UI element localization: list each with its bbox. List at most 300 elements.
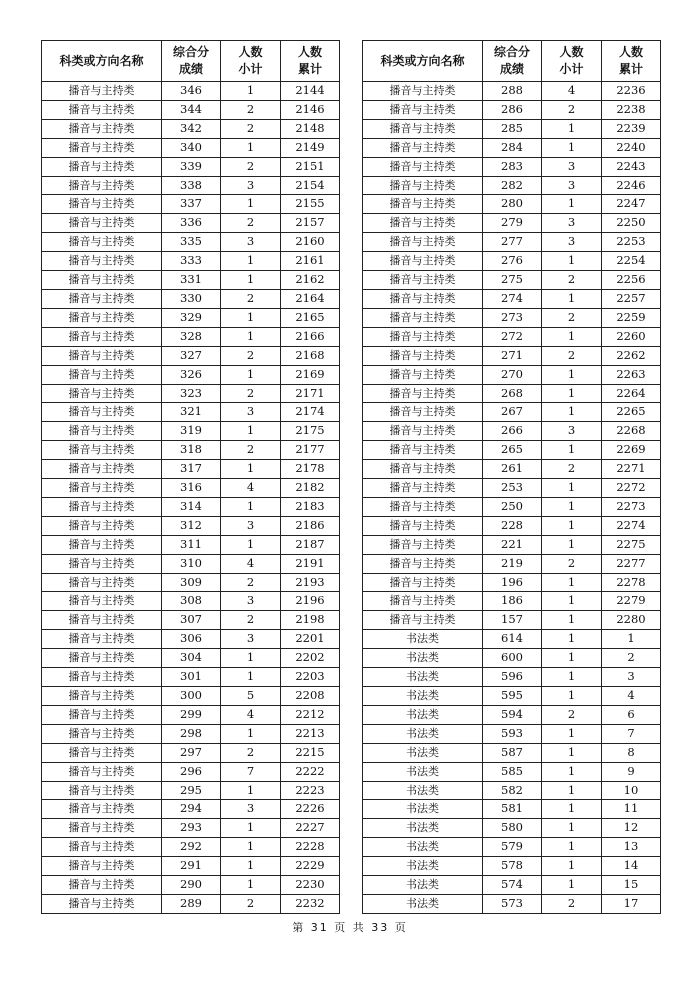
cell-score: 307 [162, 611, 221, 630]
table-row [363, 233, 661, 252]
cell-cumulative: 2271 [602, 460, 661, 479]
cell-score: 342 [162, 119, 221, 138]
cell-cumulative: 2164 [281, 289, 340, 308]
cell-cumulative: 2230 [281, 876, 340, 895]
cell-score: 279 [483, 214, 542, 233]
cell-count: 1 [542, 838, 602, 857]
cell-score: 340 [162, 138, 221, 157]
cell-cumulative: 2149 [281, 138, 340, 157]
cell-cumulative: 2238 [602, 100, 661, 119]
cell-category: 书法类 [363, 857, 483, 876]
table-row [363, 176, 661, 195]
cell-count: 1 [542, 668, 602, 687]
table-row [363, 308, 661, 327]
cell-count: 3 [542, 176, 602, 195]
cell-score: 157 [483, 611, 542, 630]
cell-cumulative: 2215 [281, 743, 340, 762]
cell-count: 1 [542, 819, 602, 838]
cell-score: 594 [483, 705, 542, 724]
cell-cumulative: 2165 [281, 308, 340, 327]
cell-score: 314 [162, 497, 221, 516]
cell-cumulative: 2265 [602, 403, 661, 422]
cell-score: 346 [162, 82, 221, 101]
table-row [42, 649, 340, 668]
cell-category: 播音与主持类 [363, 119, 483, 138]
cell-cumulative: 2256 [602, 271, 661, 290]
cell-score: 574 [483, 876, 542, 895]
cell-count: 2 [221, 346, 281, 365]
cell-count: 3 [221, 516, 281, 535]
cell-count: 1 [221, 649, 281, 668]
table-row [363, 497, 661, 516]
table-row [363, 516, 661, 535]
cell-category: 书法类 [363, 838, 483, 857]
cell-cumulative: 2253 [602, 233, 661, 252]
cell-category: 播音与主持类 [42, 668, 162, 687]
cell-category: 播音与主持类 [363, 384, 483, 403]
table-row [42, 460, 340, 479]
cell-count: 2 [221, 214, 281, 233]
cell-score: 290 [162, 876, 221, 895]
cell-score: 323 [162, 384, 221, 403]
cell-count: 1 [221, 876, 281, 895]
table-row [363, 687, 661, 706]
cell-category: 播音与主持类 [42, 460, 162, 479]
cell-count: 1 [221, 252, 281, 271]
table-body-right [363, 82, 661, 914]
cell-cumulative: 2196 [281, 592, 340, 611]
cell-category: 播音与主持类 [42, 346, 162, 365]
cell-count: 1 [542, 611, 602, 630]
cell-category: 播音与主持类 [363, 214, 483, 233]
cell-score: 276 [483, 252, 542, 271]
cell-cumulative: 2246 [602, 176, 661, 195]
cell-cumulative: 3 [602, 668, 661, 687]
table-row [363, 479, 661, 498]
cell-cumulative: 2269 [602, 441, 661, 460]
table-row [363, 800, 661, 819]
cell-cumulative: 2186 [281, 516, 340, 535]
cell-count: 1 [542, 630, 602, 649]
cell-cumulative: 2162 [281, 271, 340, 290]
cell-score: 581 [483, 800, 542, 819]
table-header-row [363, 41, 661, 82]
cell-count: 1 [542, 327, 602, 346]
cell-count: 3 [221, 800, 281, 819]
cell-cumulative: 2198 [281, 611, 340, 630]
cell-category: 播音与主持类 [42, 876, 162, 895]
table-row [42, 138, 340, 157]
cell-cumulative: 2144 [281, 82, 340, 101]
table-row [363, 422, 661, 441]
table-row [363, 668, 661, 687]
cell-score: 328 [162, 327, 221, 346]
table-row [42, 876, 340, 895]
cell-category: 播音与主持类 [42, 705, 162, 724]
cell-count: 1 [221, 838, 281, 857]
cell-score: 336 [162, 214, 221, 233]
cell-score: 219 [483, 554, 542, 573]
table-row [42, 838, 340, 857]
cell-cumulative: 2161 [281, 252, 340, 271]
cell-count: 1 [221, 535, 281, 554]
table-row [42, 762, 340, 781]
cell-category: 播音与主持类 [363, 403, 483, 422]
table-row [42, 100, 340, 119]
cell-category: 播音与主持类 [42, 819, 162, 838]
cell-count: 2 [542, 705, 602, 724]
cell-score: 587 [483, 743, 542, 762]
cell-score: 283 [483, 157, 542, 176]
cell-score: 282 [483, 176, 542, 195]
table-row [42, 781, 340, 800]
cell-category: 播音与主持类 [42, 233, 162, 252]
cell-score: 186 [483, 592, 542, 611]
cell-category: 播音与主持类 [42, 838, 162, 857]
cell-score: 580 [483, 819, 542, 838]
cell-category: 播音与主持类 [363, 422, 483, 441]
cell-score: 286 [483, 100, 542, 119]
cell-score: 301 [162, 668, 221, 687]
cell-cumulative: 2212 [281, 705, 340, 724]
cell-cumulative: 2250 [602, 214, 661, 233]
cell-category: 书法类 [363, 762, 483, 781]
cell-cumulative: 2280 [602, 611, 661, 630]
cell-score: 321 [162, 403, 221, 422]
table-row [42, 422, 340, 441]
cell-score: 330 [162, 289, 221, 308]
cell-count: 3 [542, 233, 602, 252]
cell-cumulative: 2182 [281, 479, 340, 498]
table-row [42, 346, 340, 365]
cell-cumulative: 2146 [281, 100, 340, 119]
table-row [42, 894, 340, 913]
cell-category: 播音与主持类 [42, 119, 162, 138]
cell-count: 4 [221, 479, 281, 498]
table-row [363, 289, 661, 308]
cell-cumulative: 6 [602, 705, 661, 724]
cell-category: 播音与主持类 [363, 176, 483, 195]
table-row [42, 289, 340, 308]
cell-cumulative: 2229 [281, 857, 340, 876]
cell-count: 2 [542, 346, 602, 365]
table-row [363, 346, 661, 365]
cell-category: 播音与主持类 [42, 781, 162, 800]
cell-count: 1 [542, 687, 602, 706]
score-table-right [362, 40, 661, 914]
cell-count: 3 [542, 157, 602, 176]
cell-cumulative: 2171 [281, 384, 340, 403]
cell-category: 书法类 [363, 743, 483, 762]
cell-count: 3 [221, 403, 281, 422]
cell-score: 270 [483, 365, 542, 384]
cell-cumulative: 2227 [281, 819, 340, 838]
table-row [363, 119, 661, 138]
table-row [363, 384, 661, 403]
cell-category: 播音与主持类 [42, 441, 162, 460]
cell-count: 2 [542, 271, 602, 290]
cell-count: 1 [542, 535, 602, 554]
cell-cumulative: 2268 [602, 422, 661, 441]
cell-cumulative: 2169 [281, 365, 340, 384]
cell-category: 播音与主持类 [363, 441, 483, 460]
cell-score: 288 [483, 82, 542, 101]
table-row [42, 687, 340, 706]
cell-category: 播音与主持类 [42, 611, 162, 630]
table-row [42, 497, 340, 516]
table-row [42, 384, 340, 403]
cell-cumulative: 2202 [281, 649, 340, 668]
table-row [363, 271, 661, 290]
page-footer: 第 31 页 共 33 页 [292, 921, 408, 934]
cell-category: 播音与主持类 [363, 308, 483, 327]
cell-category: 播音与主持类 [42, 308, 162, 327]
table-row [363, 762, 661, 781]
cell-cumulative: 1 [602, 630, 661, 649]
table-row [363, 157, 661, 176]
cell-category: 播音与主持类 [42, 724, 162, 743]
cell-count: 2 [221, 441, 281, 460]
cell-cumulative: 2160 [281, 233, 340, 252]
cell-score: 285 [483, 119, 542, 138]
cell-category: 播音与主持类 [363, 573, 483, 592]
cell-category: 播音与主持类 [363, 327, 483, 346]
table-row [42, 176, 340, 195]
cell-category: 书法类 [363, 687, 483, 706]
cell-score: 331 [162, 271, 221, 290]
cell-count: 1 [542, 384, 602, 403]
cell-category: 播音与主持类 [363, 157, 483, 176]
cell-category: 播音与主持类 [42, 271, 162, 290]
cell-count: 1 [221, 271, 281, 290]
cell-count: 1 [542, 743, 602, 762]
table-row [42, 819, 340, 838]
cell-count: 2 [221, 573, 281, 592]
cell-category: 播音与主持类 [363, 346, 483, 365]
cell-cumulative: 10 [602, 781, 661, 800]
cell-cumulative: 2228 [281, 838, 340, 857]
cell-count: 1 [542, 441, 602, 460]
cell-count: 1 [221, 138, 281, 157]
cell-count: 1 [221, 668, 281, 687]
cell-count: 1 [542, 252, 602, 271]
cell-count: 4 [221, 705, 281, 724]
table-row [363, 82, 661, 101]
table-row [363, 327, 661, 346]
cell-score: 311 [162, 535, 221, 554]
table-row [42, 195, 340, 214]
table-row [363, 460, 661, 479]
cell-score: 277 [483, 233, 542, 252]
cell-count: 3 [221, 592, 281, 611]
cell-count: 2 [221, 100, 281, 119]
cell-count: 1 [221, 365, 281, 384]
cell-cumulative: 2174 [281, 403, 340, 422]
cell-category: 播音与主持类 [42, 857, 162, 876]
cell-category: 书法类 [363, 781, 483, 800]
cell-cumulative: 2247 [602, 195, 661, 214]
cell-category: 播音与主持类 [363, 252, 483, 271]
cell-category: 播音与主持类 [363, 535, 483, 554]
header-score: 综合分 成绩 [162, 41, 221, 82]
table-row [42, 233, 340, 252]
cell-category: 播音与主持类 [42, 365, 162, 384]
cell-score: 614 [483, 630, 542, 649]
cell-score: 338 [162, 176, 221, 195]
cell-cumulative: 2279 [602, 592, 661, 611]
table-row [363, 630, 661, 649]
table-row [42, 800, 340, 819]
cell-score: 293 [162, 819, 221, 838]
table-row [363, 195, 661, 214]
cell-category: 播音与主持类 [363, 516, 483, 535]
cell-cumulative: 2240 [602, 138, 661, 157]
cell-cumulative: 2191 [281, 554, 340, 573]
cell-count: 1 [221, 819, 281, 838]
cell-cumulative: 2222 [281, 762, 340, 781]
cell-score: 337 [162, 195, 221, 214]
cell-count: 1 [221, 422, 281, 441]
cell-count: 4 [221, 554, 281, 573]
cell-category: 播音与主持类 [363, 479, 483, 498]
cell-score: 329 [162, 308, 221, 327]
cell-count: 1 [542, 857, 602, 876]
cell-count: 1 [542, 592, 602, 611]
table-row [363, 138, 661, 157]
cell-cumulative: 2175 [281, 422, 340, 441]
table-row [42, 327, 340, 346]
cell-cumulative: 2148 [281, 119, 340, 138]
table-row [363, 403, 661, 422]
cell-score: 295 [162, 781, 221, 800]
cell-cumulative: 2257 [602, 289, 661, 308]
cell-count: 1 [542, 497, 602, 516]
cell-score: 596 [483, 668, 542, 687]
cell-count: 5 [221, 687, 281, 706]
cell-count: 1 [542, 516, 602, 535]
table-row [42, 252, 340, 271]
cell-count: 1 [221, 195, 281, 214]
cell-count: 3 [221, 176, 281, 195]
cell-count: 2 [221, 119, 281, 138]
cell-cumulative: 2168 [281, 346, 340, 365]
cell-count: 2 [221, 894, 281, 913]
cell-score: 250 [483, 497, 542, 516]
cell-score: 289 [162, 894, 221, 913]
cell-cumulative: 2264 [602, 384, 661, 403]
cell-category: 播音与主持类 [42, 497, 162, 516]
table-row [363, 819, 661, 838]
cell-score: 335 [162, 233, 221, 252]
cell-count: 3 [542, 422, 602, 441]
cell-count: 3 [221, 233, 281, 252]
cell-cumulative: 2 [602, 649, 661, 668]
table-row [42, 308, 340, 327]
cell-cumulative: 12 [602, 819, 661, 838]
cell-category: 播音与主持类 [42, 422, 162, 441]
table-row [363, 649, 661, 668]
cell-score: 265 [483, 441, 542, 460]
table-row [363, 535, 661, 554]
cell-count: 2 [221, 157, 281, 176]
cell-score: 297 [162, 743, 221, 762]
cell-category: 书法类 [363, 630, 483, 649]
cell-score: 228 [483, 516, 542, 535]
cell-cumulative: 2263 [602, 365, 661, 384]
header-count: 人数 小计 [542, 41, 602, 82]
cell-score: 296 [162, 762, 221, 781]
cell-category: 播音与主持类 [363, 82, 483, 101]
header-name: 科类或方向名称 [42, 41, 162, 82]
table-row [363, 724, 661, 743]
table-row [42, 479, 340, 498]
table-row [363, 214, 661, 233]
cell-count: 1 [221, 857, 281, 876]
table-row [42, 535, 340, 554]
table-row [363, 743, 661, 762]
cell-score: 300 [162, 687, 221, 706]
cell-count: 1 [542, 649, 602, 668]
cell-score: 298 [162, 724, 221, 743]
table-row [363, 573, 661, 592]
cell-score: 266 [483, 422, 542, 441]
cell-category: 播音与主持类 [42, 743, 162, 762]
cell-category: 播音与主持类 [363, 289, 483, 308]
table-row [42, 403, 340, 422]
cell-cumulative: 2166 [281, 327, 340, 346]
table-row [363, 365, 661, 384]
cell-count: 2 [542, 100, 602, 119]
cell-category: 书法类 [363, 800, 483, 819]
cell-score: 339 [162, 157, 221, 176]
cell-count: 2 [221, 743, 281, 762]
table-row [42, 157, 340, 176]
cell-count: 4 [542, 82, 602, 101]
cell-category: 播音与主持类 [42, 554, 162, 573]
cell-category: 播音与主持类 [363, 460, 483, 479]
table-row [42, 271, 340, 290]
table-row [363, 857, 661, 876]
cell-count: 1 [542, 573, 602, 592]
cell-score: 333 [162, 252, 221, 271]
cell-count: 7 [221, 762, 281, 781]
table-row [42, 516, 340, 535]
table-row [363, 876, 661, 895]
cell-category: 播音与主持类 [42, 82, 162, 101]
cell-category: 播音与主持类 [363, 100, 483, 119]
cell-score: 221 [483, 535, 542, 554]
table-row [363, 100, 661, 119]
cell-category: 书法类 [363, 724, 483, 743]
cell-category: 播音与主持类 [42, 384, 162, 403]
table-row [363, 592, 661, 611]
cell-cumulative: 2208 [281, 687, 340, 706]
table-row [42, 554, 340, 573]
cell-score: 585 [483, 762, 542, 781]
table-body-left [42, 82, 340, 914]
cell-category: 播音与主持类 [42, 214, 162, 233]
cell-category: 播音与主持类 [363, 592, 483, 611]
cell-count: 1 [542, 876, 602, 895]
cell-category: 播音与主持类 [42, 157, 162, 176]
cell-count: 2 [542, 554, 602, 573]
cell-category: 播音与主持类 [363, 554, 483, 573]
cell-score: 291 [162, 857, 221, 876]
cell-score: 308 [162, 592, 221, 611]
cell-score: 310 [162, 554, 221, 573]
cell-category: 播音与主持类 [42, 592, 162, 611]
cell-category: 书法类 [363, 894, 483, 913]
